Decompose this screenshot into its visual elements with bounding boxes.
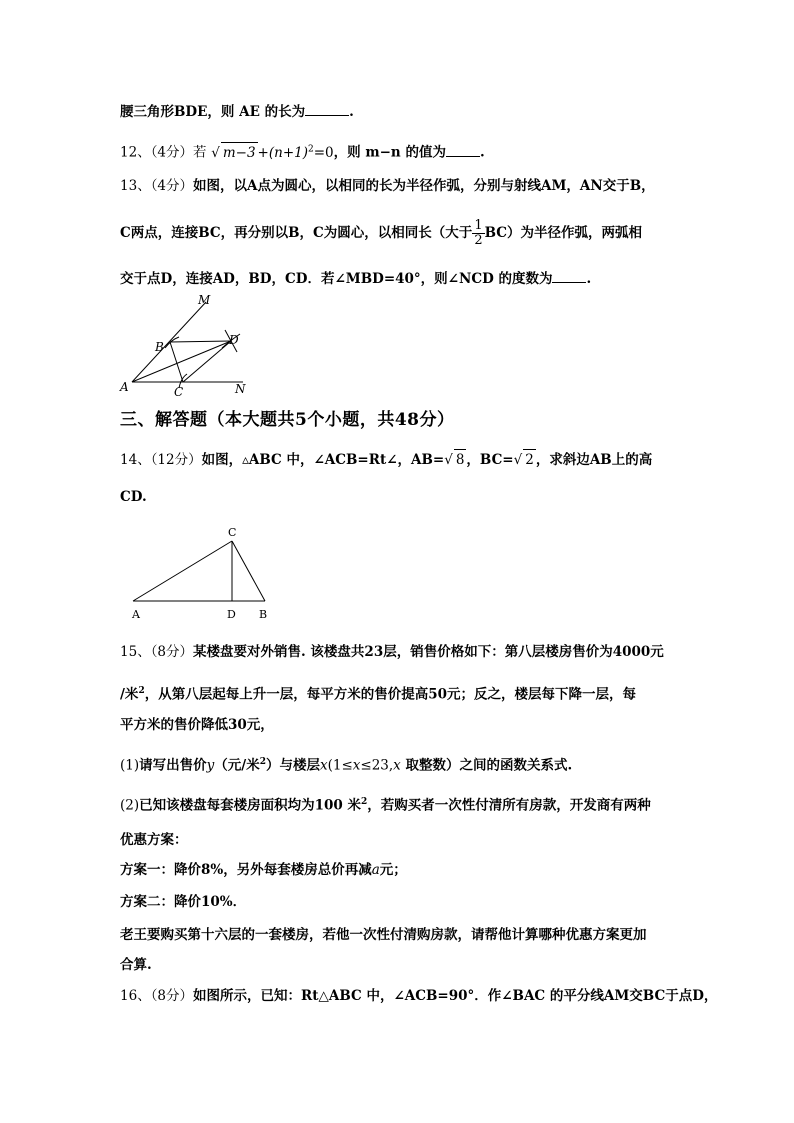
q15-p1-f: 取整数）之间的函数关系式. xyxy=(400,757,573,774)
segment-bd xyxy=(170,341,231,342)
side-cb xyxy=(232,541,265,601)
answer-blank xyxy=(305,101,349,116)
q15-part2-line2 xyxy=(120,830,188,850)
q15-line-2 xyxy=(120,681,636,705)
q13-fraction xyxy=(472,219,484,248)
answer-blank xyxy=(552,268,586,283)
q15-text-2b: ，从第八层起每上升一层，每平方米的售价提高50元；反之，楼层每下降一层，每 xyxy=(144,686,636,703)
q15-part2 xyxy=(120,792,651,816)
q15-p2-sup: 2 xyxy=(361,797,368,807)
q14-line-1: 14、（12分）如图，▵ABC 中，∠ACB=Rt∠，AB=√ 8 ，BC=√ 2 ，求斜边AB上的高 xyxy=(120,449,652,470)
q13-line-3 xyxy=(120,268,591,289)
q12-score: （4分） xyxy=(150,144,194,161)
q15-score: （8分） xyxy=(150,644,194,660)
q15-p2-b: ，若购买者一次性付清所有房款，开发商有两种 xyxy=(367,797,651,814)
q15-p1-x: x xyxy=(319,757,328,774)
q15-line-3 xyxy=(120,715,274,735)
label-a: A xyxy=(120,380,129,394)
q14-tri: ▵ABC 中，∠ACB=Rt∠，AB= xyxy=(242,452,445,468)
label-d: D xyxy=(227,608,236,621)
label-b: B xyxy=(259,608,268,621)
label-d: D xyxy=(229,333,239,347)
q14-text-2: CD. xyxy=(120,489,147,505)
q14-line-2 xyxy=(120,487,147,507)
q13-text-2b: BC）为半径作弧，两弧相 xyxy=(484,225,642,241)
q14-score: （12分） xyxy=(150,452,202,468)
q14-mid: ，BC= xyxy=(466,452,514,468)
q13-frac-num: 1 xyxy=(474,218,483,233)
q12-expr-eq: =0 xyxy=(313,144,334,161)
q15-p1-y: y xyxy=(206,757,215,774)
q15-text-3: 平方米的售价降低30元， xyxy=(120,717,274,733)
q15-plan1-var: a xyxy=(371,862,380,878)
q15-ask-line-1 xyxy=(120,925,647,945)
q15-p1-x2: x xyxy=(352,757,361,774)
label-c: C xyxy=(174,385,184,399)
q15-part1 xyxy=(120,752,572,776)
q16-score: （8分） xyxy=(150,988,194,1004)
q12-sqrt-radicand: m−3 xyxy=(221,142,258,163)
q15-text-2a: /米 xyxy=(120,686,139,703)
q15-p2-a: 已知该楼盘每套楼房面积均为100 米 xyxy=(139,797,362,814)
q13-figure xyxy=(115,290,265,400)
q12-number: 12 xyxy=(120,144,138,161)
q15-p1-sup: 2 xyxy=(259,757,266,767)
q14-text-b: ，求斜边AB上的高 xyxy=(535,452,653,468)
q13-frac-den: 2 xyxy=(474,233,483,248)
label-n: N xyxy=(235,382,246,396)
label-m: M xyxy=(198,293,211,307)
q15-p1-a: 请写出售价 xyxy=(139,757,207,774)
segment-cd xyxy=(183,341,231,382)
q15-sup: 2 xyxy=(138,686,145,696)
q13-text-2a: C两点，连接BC，再分别以B，C为圆心，以相同长（大于 xyxy=(120,225,473,241)
q15-p2-label: (2) xyxy=(120,797,140,814)
q15-text-1: 某楼盘要对外销售. 该楼盘共23层，销售价格如下：第八层楼房售价为4000元 xyxy=(193,644,664,660)
q11-tail-text: 腰三角形BDE，则 AE 的长为 xyxy=(120,104,306,120)
q14-figure xyxy=(125,522,275,626)
label-c: C xyxy=(228,526,237,539)
label-a: A xyxy=(132,608,140,621)
q16-number: 16 xyxy=(120,988,138,1004)
q14-sqrt-1: 8 xyxy=(454,449,467,470)
q15-ask-2: 合算. xyxy=(120,957,152,973)
q15-ask-line-2 xyxy=(120,955,152,975)
q12-prefix: 若 xyxy=(193,144,207,161)
label-b: B xyxy=(155,340,164,354)
q15-number: 15 xyxy=(120,644,138,660)
q13-score: （4分） xyxy=(150,178,194,194)
q12-expr-exp: 2 xyxy=(308,144,314,154)
q15-plan2-text: 方案二：降价10%． xyxy=(120,894,247,910)
q15-plan1-b: 元； xyxy=(379,862,407,878)
q15-plan1-a: 方案一：降价8%，另外每套楼房总价再减 xyxy=(120,862,372,878)
q16-text: 如图所示，已知：Rt△ABC 中，∠ACB=90°．作∠BAC 的平分线AM交BC于点D， xyxy=(193,988,718,1004)
q15-p2-line2: 优惠方案： xyxy=(120,832,188,848)
q12-expression: √ $m-3 +(n+1)^2=0$ xyxy=(211,145,333,161)
q15-p1-x3: x xyxy=(393,757,401,774)
q13-number: 13 xyxy=(120,178,138,194)
q11-tail-line xyxy=(120,101,354,122)
q11-tail-end: . xyxy=(349,104,354,120)
q12-end: . xyxy=(479,144,485,161)
q12-line: 12、（4分）若 √ $m-3 +(n+1)^2=0$，则 m−n 的值为 . xyxy=(120,139,485,163)
q15-plan1 xyxy=(120,860,407,880)
q15-p1-label: (1) xyxy=(120,757,140,774)
q14-text-a: 如图， xyxy=(201,452,243,468)
q12-suffix: ，则 m−n 的值为 xyxy=(333,144,446,161)
answer-blank xyxy=(446,142,480,157)
q13-line-1: 13、（4分）如图，以A点为圆心，以相同的长为半径作弧，分别与射线AM，AN交于B， xyxy=(120,178,655,194)
q13-line-2 xyxy=(120,219,642,248)
q15-ask-1: 老王要购买第十六层的一套楼房，若他一次性付清购房款，请帮他计算哪种优惠方案更加 xyxy=(120,927,647,943)
q15-line-1: 15、（8分）某楼盘要对外销售. 该楼盘共23层，销售价格如下：第八层楼房售价为4000元 xyxy=(120,644,664,660)
q13-text-1: 如图，以A点为圆心，以相同的长为半径作弧，分别与射线AM，AN交于B， xyxy=(193,178,655,194)
q13-end: . xyxy=(586,271,592,287)
section-heading: 三、解答题（本大题共5个小题，共48分） xyxy=(120,410,455,430)
q15-p1-e: ≤23, xyxy=(360,757,394,774)
q12-expr-rest: +(n+1) xyxy=(257,144,308,161)
q16-line-1: 16、（8分）如图所示，已知：Rt△ABC 中，∠ACB=90°．作∠BAC 的平分线AM交BC于点D， xyxy=(120,988,718,1004)
q15-p1-d: (1≤ xyxy=(327,757,353,774)
side-ac xyxy=(133,541,232,601)
q14-sqrt-2: 2 xyxy=(523,449,536,470)
q15-p1-b: （元/米 xyxy=(214,757,260,774)
q15-p1-c: ）与楼层 xyxy=(265,757,320,774)
q15-plan2 xyxy=(120,892,246,912)
q13-text-3: 交于点D，连接AD，BD，CD．若∠MBD=40°，则∠NCD 的度数为 xyxy=(120,271,553,287)
q14-number: 14 xyxy=(120,452,138,468)
